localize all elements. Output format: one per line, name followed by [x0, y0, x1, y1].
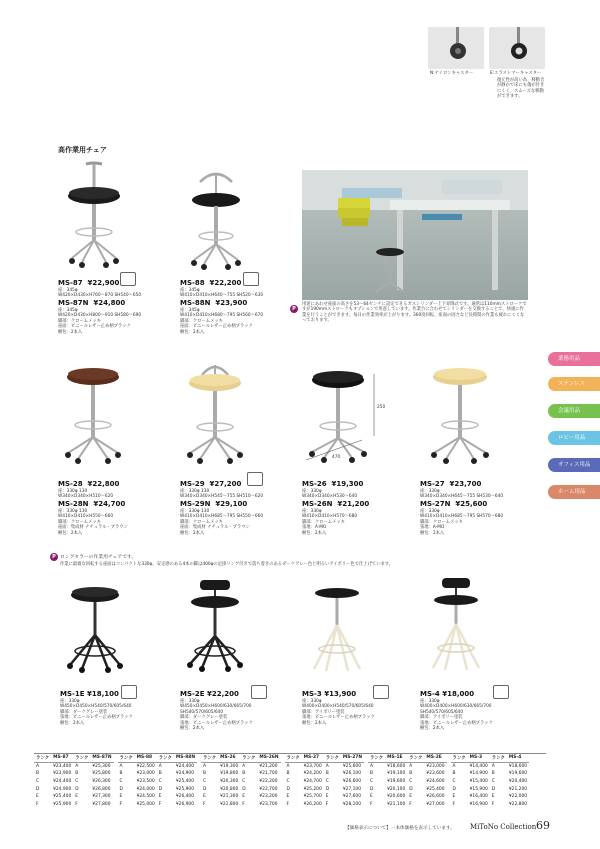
caster-nylon-illustration: [428, 27, 484, 69]
rank-cell: ランク: [325, 755, 339, 761]
rank-cell: C: [325, 779, 329, 785]
price-cell: ¥15,400: [469, 779, 488, 785]
rank-cell: C: [409, 779, 413, 785]
model-ms88n: MS-88N ¥23,900: [180, 299, 248, 307]
price-cell: ¥19,600: [387, 779, 406, 785]
price-cell: ¥23,500: [136, 779, 155, 785]
spec-ms26: 座：330φ W340×D340×H530〜640: [302, 489, 358, 500]
rank-cell: D: [203, 786, 207, 792]
price-row: [451, 762, 530, 770]
chair-image-ms2e: [180, 580, 250, 673]
eco-mark-icon: [120, 272, 136, 286]
price-cell: ¥21,700: [259, 771, 278, 777]
chair-image-ms87: [58, 160, 128, 270]
price-cell: ¥24,200: [303, 771, 322, 777]
price-row: [34, 778, 114, 786]
price-cell: ¥14,400: [469, 763, 488, 769]
price-cell: ¥27,600: [342, 794, 362, 800]
rank-cell: A: [491, 763, 495, 769]
price-row: [451, 793, 530, 801]
model-ms28: MS-28 ¥22,800: [58, 480, 120, 488]
point-icon: P: [50, 553, 58, 561]
rank-cell: A: [286, 763, 290, 769]
spec-ms29: 座：330φ 130 W340×D340×H545〜755 SH510〜620: [180, 489, 264, 500]
model-ms87n: MS-87N ¥24,800: [58, 299, 126, 307]
rank-cell: E: [75, 794, 79, 800]
price-cell: ¥20,600: [387, 794, 406, 800]
price-row: [285, 754, 365, 762]
price-cell: ¥24,000: [136, 786, 155, 792]
rank-cell: E: [36, 794, 39, 800]
price-cell: ¥23,700: [259, 801, 278, 807]
price-table: [451, 754, 530, 808]
price-cell: ¥25,700: [303, 794, 322, 800]
spec-ms26n: 座：330φ W410×D410×H570〜680 脚部：クロームメッキ 張地：A-MO 梱包：2本入: [302, 509, 358, 536]
rank-cell: E: [491, 794, 495, 800]
price-cell: ¥22,200: [259, 779, 278, 785]
eco-mark-icon: [243, 272, 259, 286]
price-cell: ¥25,400: [175, 779, 195, 785]
caster-elastomer-photo: [489, 27, 545, 69]
price-cell: ¥25,900: [175, 786, 195, 792]
caster-elastomer-label: E:エラストマーキャスター: [490, 71, 542, 76]
rank-cell: B: [452, 771, 456, 777]
rank-cell: F: [409, 801, 412, 807]
price-cell: ¥25,400: [426, 786, 445, 792]
rank-cell: F: [370, 801, 373, 807]
price-cell: ¥27,000: [426, 801, 445, 807]
price-cell: MS-26N: [259, 755, 279, 761]
price-cell: ¥23,000: [136, 771, 155, 777]
rank-cell: B: [75, 771, 79, 777]
price-row: [118, 793, 198, 801]
model-ms88: MS-88 ¥22,200: [180, 279, 242, 287]
price-cell: ¥23,400: [53, 763, 72, 769]
rank-cell: D: [158, 786, 163, 792]
model-ms27: MS-27 ¥23,700: [420, 480, 482, 488]
price-cell: ¥23,700: [303, 763, 322, 769]
price-cell: ¥23,900: [53, 771, 72, 777]
price-row: [118, 801, 198, 809]
price-row: [368, 785, 447, 793]
price-cell: ¥26,300: [92, 779, 111, 785]
spec-ms87n: 座：345φ W420×D430×H800〜910 SH580〜690 脚部：クロームメッキ 座面：ビニールレザー止め柄ブラック 梱包：2本入: [58, 308, 142, 335]
rank-cell: B: [36, 771, 40, 777]
price-row: [118, 778, 198, 786]
eco-mark-icon: [373, 685, 389, 699]
rank-cell: ランク: [452, 755, 466, 761]
rank-cell: B: [409, 771, 413, 777]
price-cell: ¥26,600: [426, 794, 445, 800]
rank-cell: F: [452, 801, 456, 807]
rank-cell: A: [203, 763, 207, 769]
price-row: [201, 754, 281, 762]
section2-title: ロングセラーの作業用チェアです。: [60, 555, 137, 560]
caster-nylon-label: N:ナイロンキャスター: [430, 71, 474, 76]
price-cell: ¥26,900: [175, 801, 195, 807]
spec-ms2e: 座：330φ W450×D450×H600/630/665/700 SH540/570/605/640 脚部：ダークグレー塗装 張地：ビニールレザー止め柄ブラック 梱包：2本入: [180, 699, 253, 732]
price-cell: ¥28,100: [342, 801, 362, 807]
price-cell: ¥24,900: [175, 771, 195, 777]
model-ms28n: MS-28N ¥24,700: [58, 500, 126, 508]
price-row: [285, 793, 365, 801]
rank-cell: A: [36, 763, 40, 769]
chair-image-ms28: [58, 365, 128, 465]
rank-cell: B: [203, 771, 207, 777]
rank-cell: F: [242, 801, 245, 807]
model-ms87: MS-87 ¥22,900: [58, 279, 120, 287]
price-row: [34, 770, 114, 778]
caster-elastomer-note: 復元性が高い為、移動音が静かで床にも傷が付きにくく、スムーズな移動ができます。: [497, 78, 545, 100]
point-icon: P: [290, 305, 298, 313]
rank-cell: B: [491, 771, 495, 777]
dimension-470: 470: [332, 455, 341, 460]
price-cell: ¥26,800: [92, 786, 111, 792]
rank-cell: C: [491, 779, 495, 785]
model-ms26: MS-26 ¥19,300: [302, 480, 364, 488]
spec-ms88n: 座：345φ W410×D410×H680〜795 SH560〜670 脚部：クロームメッキ 座面：ビニールレザー止め柄ブラック 梱包：2本入: [180, 308, 264, 335]
price-cell: ¥19,600: [508, 771, 528, 777]
rank-cell: ランク: [36, 755, 50, 761]
price-cell: ¥21,200: [508, 786, 528, 792]
price-cell: ¥25,900: [53, 801, 72, 807]
rank-cell: F: [286, 801, 290, 807]
price-cell: MS-4: [507, 754, 529, 762]
price-row: [118, 754, 198, 762]
rank-cell: C: [370, 779, 374, 785]
rank-cell: E: [242, 794, 246, 800]
price-cell: ¥21,800: [220, 801, 239, 807]
price-cell: ¥23,200: [259, 794, 278, 800]
model-ms29: MS-29 ¥27,200: [180, 480, 242, 488]
rank-cell: C: [242, 779, 246, 785]
price-row: [285, 785, 365, 793]
spec-ms87: 座：345φ W420×D430×H760〜870 SH540〜650: [58, 288, 142, 299]
chair-image-ms27: [420, 365, 500, 465]
price-row: [451, 785, 530, 793]
price-row: [368, 778, 447, 786]
price-row: [118, 785, 198, 793]
caster-elastomer-illustration: [489, 27, 545, 69]
spec-ms4: 座：330φ W400×D400×H600/630/665/700 SH540/570/605/640 脚部：アイボリー塗装 張地：ビニールレザー止め柄ブラック 梱包：2本入: [420, 699, 493, 732]
price-cell: ¥20,400: [508, 779, 528, 785]
price-cell: MS-26: [218, 754, 240, 762]
chair-image-ms26: [302, 370, 382, 465]
price-row: [451, 778, 530, 786]
price-row: [285, 801, 365, 809]
rank-cell: ランク: [286, 755, 300, 761]
factory-photo: [302, 170, 528, 300]
rank-cell: F: [203, 801, 206, 807]
price-row: [34, 785, 114, 793]
rank-cell: A: [452, 763, 456, 769]
caster-nylon-photo: [428, 27, 484, 69]
rank-cell: B: [158, 771, 162, 777]
rank-cell: A: [325, 763, 329, 769]
model-ms26n: MS-26N ¥21,200: [302, 500, 370, 508]
photo-caption: 用途にあわせ座面の高さを53〜64センチに設定できるガスシリンダー上下昇降式です。通常は110mmストロークですが190mmストロークもオプションで用意しています。作業台に合わせてシリンダーを交換することで、快適に作業を行うことができます。毎日の作業効率が上がります。360度回転、座面の固さなど長時間の作業も疲れにくくなっております。: [302, 302, 527, 324]
price-cell: MS-88: [135, 754, 157, 762]
rank-cell: C: [75, 779, 79, 785]
footer-brand: MiToNo Collection: [470, 823, 537, 831]
price-cell: ¥27,100: [342, 786, 362, 792]
price-row: [285, 762, 365, 770]
model-ms3: MS-3 ¥13,900: [302, 690, 357, 698]
rank-cell: D: [119, 786, 123, 792]
chair-image-ms29: [180, 355, 250, 465]
rank-cell: A: [242, 763, 246, 769]
price-cell: ¥23,000: [426, 763, 445, 769]
price-cell: ¥25,600: [342, 763, 362, 769]
price-cell: MS-87N: [92, 755, 112, 761]
rank-cell: D: [286, 786, 290, 792]
price-row: [201, 770, 281, 778]
price-cell: ¥24,700: [303, 779, 322, 785]
rank-cell: ランク: [119, 755, 133, 761]
rank-cell: ランク: [75, 755, 89, 761]
rank-cell: D: [491, 786, 496, 792]
rank-cell: ランク: [370, 755, 384, 761]
price-cell: MS-88N: [175, 755, 195, 761]
rank-cell: F: [325, 801, 329, 807]
price-cell: ¥20,300: [220, 779, 239, 785]
rank-cell: B: [286, 771, 290, 777]
price-row: [285, 778, 365, 786]
price-row: [368, 754, 447, 762]
side-tab-office[interactable]: オフィス用品: [548, 458, 600, 472]
price-cell: ¥14,900: [469, 771, 488, 777]
price-row: [34, 762, 114, 770]
chair-image-ms4: [420, 578, 490, 673]
eco-mark-icon: [251, 685, 267, 699]
rank-cell: A: [119, 763, 123, 769]
price-row: [34, 793, 114, 801]
price-row: [451, 770, 530, 778]
rank-cell: D: [452, 786, 456, 792]
dimension-250: 250: [377, 405, 386, 410]
rank-cell: ランク: [158, 755, 172, 761]
price-cell: ¥27,300: [92, 794, 111, 800]
price-cell: ¥16,400: [469, 794, 488, 800]
price-cell: ¥26,200: [303, 801, 322, 807]
price-cell: ¥25,000: [136, 801, 155, 807]
side-tab-stainless[interactable]: ステンレス: [548, 377, 600, 391]
model-ms4: MS-4 ¥18,000: [420, 690, 475, 698]
price-cell: ¥21,100: [387, 801, 406, 807]
price-cell: ¥25,800: [92, 771, 111, 777]
price-cell: ¥20,100: [387, 786, 406, 792]
rank-cell: ランク: [491, 755, 505, 761]
rank-cell: B: [370, 771, 374, 777]
price-row: [34, 801, 114, 809]
spec-ms1e: 座：330φ W450×D450×H540/570/605/640 脚部：ダークグレー塗装 張地：ビニールレザー止め柄ブラック 梱包：2本入: [60, 699, 133, 726]
price-cell: ¥25,400: [53, 794, 72, 800]
price-cell: MS-27: [302, 754, 324, 762]
price-cell: ¥26,100: [342, 771, 362, 777]
price-cell: ¥27,800: [92, 801, 111, 807]
price-cell: ¥19,100: [387, 771, 406, 777]
price-cell: ¥24,500: [136, 794, 155, 800]
rank-cell: E: [409, 794, 413, 800]
rank-cell: F: [158, 801, 162, 807]
price-cell: MS-1E: [385, 754, 407, 762]
rank-cell: E: [452, 794, 456, 800]
rank-cell: E: [286, 794, 290, 800]
price-row: [368, 762, 447, 770]
price-row: [118, 762, 198, 770]
price-cell: ¥15,900: [469, 786, 488, 792]
side-tab-business[interactable]: 業務用品: [548, 352, 600, 366]
rank-cell: B: [119, 771, 123, 777]
rank-cell: D: [370, 786, 374, 792]
price-cell: ¥26,400: [175, 794, 195, 800]
rank-cell: A: [75, 763, 79, 769]
price-cell: MS-2E: [424, 754, 446, 762]
rank-cell: B: [325, 771, 329, 777]
rank-cell: ランク: [242, 755, 256, 761]
price-table: [34, 754, 114, 808]
side-tab-home[interactable]: ホーム用品: [548, 485, 600, 499]
spec-ms28n: 座：330φ 130 W410×D410×H550〜660 脚部：クロームメッキ 座面：集成材 ナチュラル・ブラウン 梱包：2本入: [58, 509, 128, 536]
price-table: [118, 754, 198, 808]
chair-image-ms3: [302, 585, 372, 673]
price-cell: ¥25,200: [303, 786, 322, 792]
rank-cell: C: [36, 779, 40, 785]
price-cell: ¥21,200: [259, 763, 278, 769]
rank-cell: E: [325, 794, 329, 800]
price-row: [451, 801, 530, 809]
rank-cell: D: [325, 786, 330, 792]
price-row: [201, 762, 281, 770]
rank-cell: E: [158, 794, 162, 800]
rank-cell: B: [242, 771, 246, 777]
price-table: [201, 754, 281, 808]
price-cell: MS-3: [468, 754, 490, 762]
section2-note: 作業に最適な回転する座面はコンパクトな330φ。安定感のある4本の脚は400φの足掛リング付きで落ち着きのあるダークグレー色と明るいアイボリー色で仕上げています。: [60, 562, 394, 567]
section-title-high-work-chair: 高作業用チェア: [58, 146, 107, 154]
rank-cell: D: [36, 786, 40, 792]
price-cell: ¥25,300: [92, 763, 111, 769]
price-row: [34, 754, 114, 762]
price-row: [368, 793, 447, 801]
price-cell: ¥18,600: [508, 763, 528, 769]
price-cell: ¥24,900: [53, 786, 72, 792]
rank-cell: C: [158, 779, 162, 785]
price-row: [201, 785, 281, 793]
side-tab-lobby[interactable]: ロビー用品: [548, 431, 600, 445]
rank-cell: A: [409, 763, 413, 769]
price-cell: ¥20,800: [220, 786, 239, 792]
model-ms29n: MS-29N ¥29,100: [180, 500, 248, 508]
price-row: [368, 770, 447, 778]
price-cell: MS-87: [51, 754, 73, 762]
model-ms27n: MS-27N ¥25,600: [420, 500, 488, 508]
price-row: [201, 778, 281, 786]
rank-cell: D: [242, 786, 246, 792]
eco-mark-icon: [121, 685, 137, 699]
rank-cell: E: [370, 794, 373, 800]
spec-ms28: 座：330φ 130 W340×D340×H510〜620: [58, 489, 114, 500]
price-row: [368, 801, 447, 809]
rank-cell: C: [452, 779, 456, 785]
chair-image-ms88: [180, 168, 250, 272]
price-cell: ¥19,800: [220, 771, 239, 777]
price-cell: ¥21,300: [220, 794, 239, 800]
price-cell: ¥26,600: [342, 779, 362, 785]
rank-cell: D: [75, 786, 79, 792]
spec-ms29n: 座：330φ 130 W410×D410×H685〜795 SH550〜660 脚部：クロームメッキ 座面：集成材 ナチュラル・ブラウン 梱包：2本入: [180, 509, 264, 536]
rank-cell: D: [409, 786, 413, 792]
price-cell: ¥16,900: [469, 801, 488, 807]
price-cell: ¥22,500: [136, 763, 155, 769]
rank-cell: F: [75, 801, 78, 807]
price-cell: ¥22,700: [259, 786, 278, 792]
price-cell: ¥24,400: [53, 779, 72, 785]
price-row: [285, 770, 365, 778]
side-tab-meeting[interactable]: 会議用品: [548, 404, 600, 418]
rank-cell: A: [158, 763, 162, 769]
page-number: 69: [536, 819, 550, 832]
price-table: [285, 754, 365, 808]
rank-cell: F: [119, 801, 123, 807]
price-cell: ¥18,600: [387, 763, 406, 769]
rank-cell: C: [203, 779, 207, 785]
price-cell: ¥24,400: [175, 763, 195, 769]
footer-note: 【価格表示について】一本体価格を表示しています。: [345, 826, 455, 831]
rank-cell: ランク: [203, 755, 217, 761]
price-cell: ¥23,600: [426, 771, 445, 777]
spec-ms88: 座：345φ W410×D410×H640〜755 SH520〜630: [180, 288, 264, 299]
rank-cell: C: [119, 779, 123, 785]
spec-ms27n: 座：330φ W410×D410×H685〜795 SH570〜680 脚部：クロームメッキ 張地：A-MO 梱包：2本入: [420, 509, 504, 536]
model-ms2e: MS-2E ¥22,200: [180, 690, 239, 698]
price-row: [451, 754, 530, 762]
rank-cell: F: [36, 801, 39, 807]
rank-cell: E: [203, 794, 206, 800]
rank-cell: E: [119, 794, 123, 800]
price-cell: ¥22,000: [508, 794, 528, 800]
price-tables: [34, 753, 546, 812]
price-row: [201, 801, 281, 809]
price-row: [118, 770, 198, 778]
price-cell: MS-27N: [342, 755, 362, 761]
price-cell: ¥19,300: [220, 763, 239, 769]
rank-cell: A: [370, 763, 374, 769]
rank-cell: ランク: [409, 755, 423, 761]
price-cell: ¥22,800: [508, 801, 528, 807]
model-ms1e: MS-1E ¥18,100: [60, 690, 119, 698]
price-table: [368, 754, 447, 808]
eco-mark-icon: [493, 685, 509, 699]
spec-ms3: 座：330φ W400×D400×H540/570/605/640 脚部：アイボリー塗装 張地：ビニールレザー止め柄ブラック 梱包：2本入: [302, 699, 375, 726]
spec-ms27: 座：330φ W340×D340×H645〜755 SH530〜640: [420, 489, 504, 500]
chair-image-ms1e: [60, 585, 130, 673]
price-cell: ¥24,600: [426, 779, 445, 785]
rank-cell: C: [286, 779, 290, 785]
price-row: [201, 793, 281, 801]
rank-cell: F: [491, 801, 495, 807]
eco-mark-icon: [247, 472, 263, 486]
